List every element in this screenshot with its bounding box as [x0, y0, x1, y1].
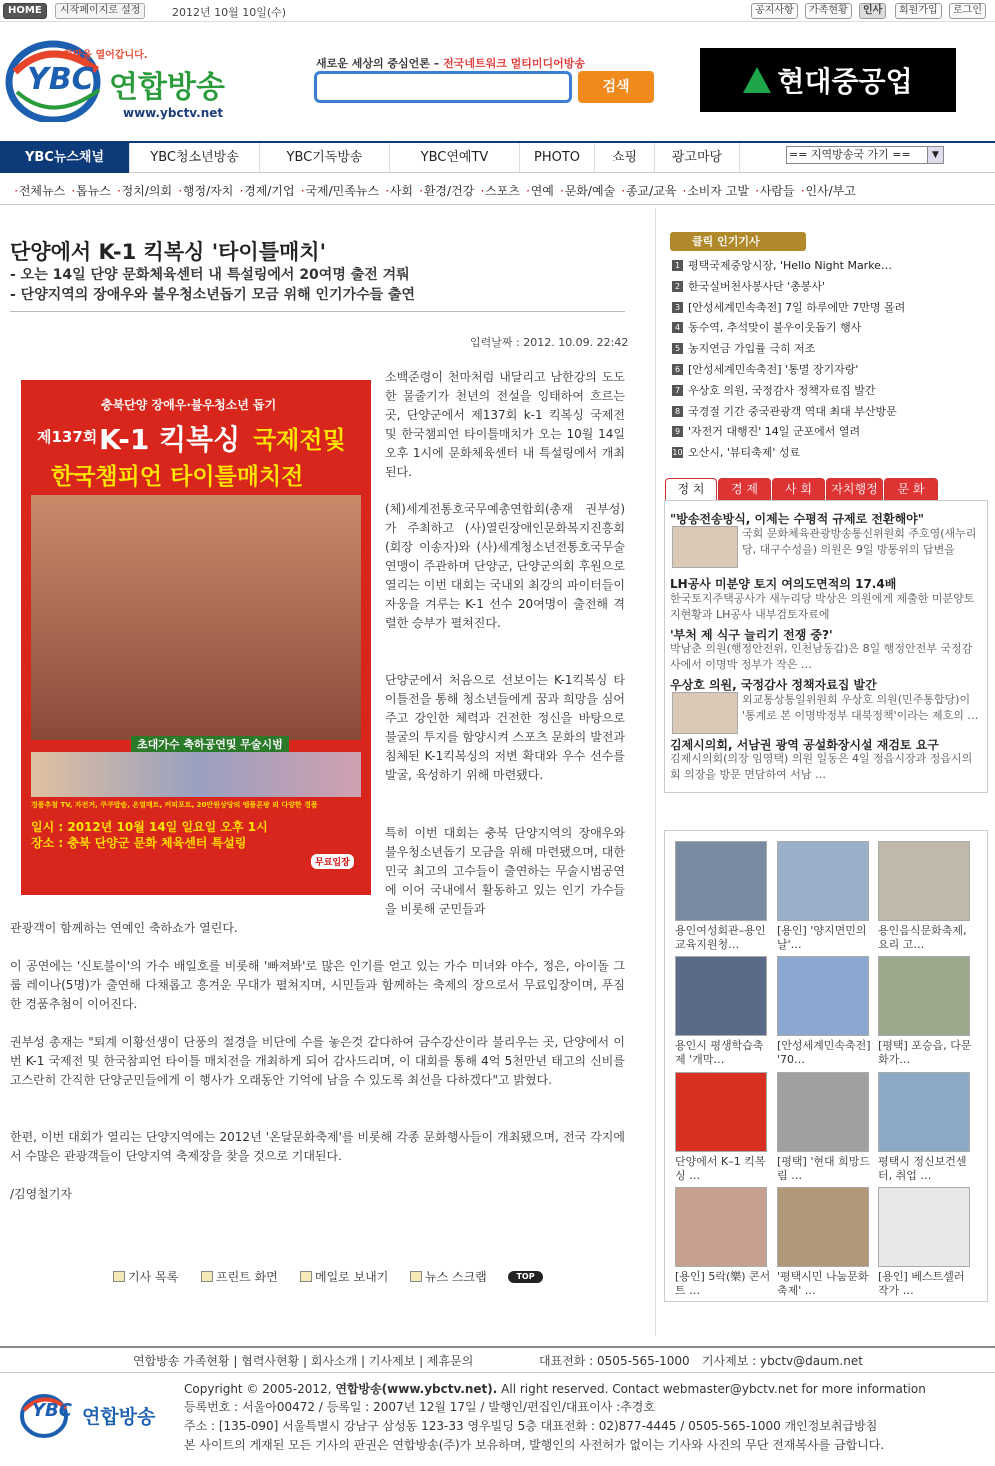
subnav-item[interactable]: ·인사/부고	[800, 184, 856, 198]
article-date: 입력날짜 : 2012. 10.09. 22:42	[470, 336, 629, 349]
tab-news-title[interactable]: 김제시의회, 서남권 광역 공설화장시설 재검토 요구	[670, 738, 939, 752]
fighters-photo	[31, 495, 361, 740]
bullet-icon: ·	[385, 184, 389, 198]
rank-badge: 3	[672, 302, 683, 313]
subnav-item[interactable]: ·전체뉴스	[14, 184, 66, 198]
rank-badge: 10	[672, 448, 683, 458]
poster-round: 제137회	[37, 428, 98, 446]
greeting-link[interactable]: 인사	[859, 3, 886, 19]
tab-1[interactable]: 경 제	[718, 478, 771, 500]
login-link[interactable]: 로그인	[949, 3, 986, 19]
tab-news-text: 김제시의회(의장 임영택) 의원 일동은 4일 정읍시장과 정읍시의회 의장을 방문 면담하여 서남 …	[670, 752, 973, 781]
nav-ads[interactable]: 광고마당	[655, 143, 740, 173]
popular-item[interactable]: 5 농지연금 가입률 극히 저조	[672, 340, 815, 356]
nav-youth[interactable]: YBC청소년방송	[130, 143, 260, 173]
article-subtitle-1: - 오는 14일 단양 문화체육센터 내 특설링에서 20여명 출전 겨뤄	[10, 267, 410, 283]
politician-photo	[672, 526, 738, 568]
bullet-icon: ·	[116, 184, 121, 198]
popular-item[interactable]: 2 한국실버천사봉사단 '총봉사'	[672, 278, 825, 294]
tab-3[interactable]: 자치행정	[826, 478, 883, 500]
gallery-thumbnail[interactable]	[878, 956, 970, 1036]
signup-link[interactable]: 회원가입	[895, 3, 942, 19]
article-paragraph: 관광객이 함께하는 연예인 축하쇼가 열린다.	[10, 921, 238, 935]
nav-shopping[interactable]: 쇼핑	[595, 143, 655, 173]
mail-icon	[300, 1271, 312, 1282]
footer-logo-mark: YBC	[32, 1400, 72, 1421]
popular-item[interactable]: 9 '자전거 대행진' 14일 군포에서 열려	[672, 423, 860, 439]
bullet-icon: ·	[800, 184, 805, 198]
poster-where: 장소 : 충북 단양군 문화 체육센터 특설링	[31, 836, 247, 850]
tab-4[interactable]: 문 화	[884, 478, 938, 500]
article-paragraph: 한편, 이번 대회가 열리는 단양지역에는 2012년 '온달문화축제'를 비롯해 각종 문화행사들이 개최됐으며, 전국 각지에서 수많은 관광객들이 단양지역 축제장을 찾을 것으로 기대된다.	[10, 1130, 625, 1163]
subnav-item[interactable]: ·국제/민족뉴스	[300, 184, 379, 198]
footer-logo-brand: 연합방송	[82, 1406, 156, 1428]
subnav-item[interactable]: ·소비자 고발	[682, 184, 749, 198]
popular-item[interactable]: 3 [안성세계민속축전] 7일 하루에만 7만명 몰려	[672, 299, 905, 315]
gallery-caption[interactable]: [용인] 베스트셀러 작가 …	[878, 1270, 965, 1297]
scrap-button[interactable]: 뉴스 스크랩	[410, 1268, 487, 1285]
rank-badge: 1	[672, 260, 683, 271]
home-button[interactable]: HOME	[3, 3, 47, 19]
registration: 등록번호 : 서울아00472 / 등록일 : 2007년 12월 17일 / 발행인/편집인/대표이사 :추경호	[184, 1400, 655, 1414]
rank-badge: 5	[672, 343, 683, 354]
gallery-thumbnail[interactable]	[675, 956, 767, 1036]
bullet-icon: ·	[71, 184, 76, 198]
subnav-item[interactable]: ·행정/자치	[178, 184, 234, 198]
gallery-thumbnail[interactable]	[878, 1072, 970, 1152]
logo-brand: 연합방송	[109, 70, 225, 105]
copyright-notice: 본 사이트의 게재된 모든 기사의 판권은 연합방송(주)가 보유하며, 발행인의 사전허가 없이는 기사와 사진의 무단 전재복사를 금합니다.	[184, 1438, 885, 1452]
tab-2[interactable]: 사 회	[772, 478, 825, 500]
nav-entertainment[interactable]: YBC연예TV	[390, 143, 520, 173]
rank-badge: 9	[672, 426, 683, 437]
address: 주소 : [135-090] 서울특별시 강남구 삼성동 123-33 영우빌딩 5층 대표전화 : 02)877-4445 / 0505-565-1000 개인정보취급방침	[184, 1419, 878, 1433]
footer-report: 기사제보 : ybctv@daum.net	[702, 1354, 863, 1368]
gallery-caption[interactable]: 단양에서 K–1 킥복싱 …	[675, 1155, 766, 1182]
popular-header: 클릭 인기기사	[670, 232, 806, 251]
nav-christian[interactable]: YBC기독방송	[260, 143, 390, 173]
rank-badge: 7	[672, 385, 683, 396]
event-poster-image	[21, 380, 371, 895]
triangle-logo-icon	[743, 67, 771, 93]
chevron-down-icon: ▼	[927, 147, 943, 163]
tab-news-text: 외교통상통일위원회 우상호 의원(민주통합당)이 '통계로 본 이명박정부 대북정책'이라는 제호의 …	[742, 693, 979, 722]
popular-item[interactable]: 7 우상호 의원, 국정감사 정책자료집 발간	[672, 382, 876, 398]
article-subtitle-2: - 단양지역의 장애우와 불우청소년돕기 모금 위해 인기가수들 출연	[10, 287, 416, 303]
popular-item[interactable]: 8 국경절 기간 중국관광객 역대 최대 부산방문	[672, 403, 897, 419]
divider	[0, 1346, 995, 1348]
logo-slogan: 희망을 열어갑니다.	[63, 50, 148, 61]
article-title: 단양에서 K-1 킥복싱 '타이틀매치'	[10, 240, 326, 264]
region-select-value: == 지역방송국 가기 ==	[789, 148, 911, 161]
tab-0[interactable]: 정 치	[665, 478, 717, 500]
footer-logo	[20, 1390, 170, 1440]
poster-free-badge: 무료입장	[311, 854, 354, 869]
rank-badge: 6	[672, 364, 683, 375]
gallery-thumbnail[interactable]	[777, 841, 869, 921]
divider	[0, 1372, 995, 1373]
search-label: 새로운 세상의 중심언론 – 전국네트워크 멀티미디어방송	[316, 57, 586, 70]
poster-headline-2: 국제전및	[253, 426, 346, 454]
bullet-icon: ·	[682, 184, 687, 198]
bullet-icon: ·	[480, 184, 485, 198]
article-paragraph: 소백준령이 천마처럼 내달리고 남한강의 도도한 물줄기가 천년의 전설을 잉태하여 흐르는 곳, 단양군에서 제137회 k-1 킥복싱 국제전 및 한국챔피언 타이틀매치가 오는 10월 14일 오후 1시에 문화체육센터 내 특설링에서 개최된다.	[385, 370, 625, 479]
gallery-caption[interactable]: 용인여성회관–용인교육지원청…	[675, 924, 766, 951]
tab-news-title[interactable]: 우상호 의원, 국정감사 정책자료집 발간	[670, 678, 877, 692]
gallery-caption[interactable]: 용인음식문화축제, 요리 고…	[878, 924, 967, 951]
subnav-item[interactable]: ·연예	[525, 184, 554, 198]
article-paragraph: 이 공연에는 '신토불이'의 가수 배일호를 비롯해 '빠져봐'로 많은 인기를 얻고 있는 가수 미녀와 야수, 정은, 아이돌 그룹 레이나(5명)가 출연해 다채롭고 흥겨운 무대가 펼쳐지며, 시민들과 함께하는 축제의 장으로서 무료입장이며, 푸짐한 경품추첨이 이어진다.	[10, 959, 625, 1011]
gallery-caption[interactable]: [평택] '현대 희망드림 …	[777, 1155, 870, 1182]
poster-headline-3: 한국챔피언 타이틀매치전	[51, 464, 304, 490]
region-select[interactable]	[786, 146, 944, 164]
performers-photo	[31, 752, 361, 797]
hyundai-ad-banner[interactable]	[700, 48, 956, 112]
bullet-icon: ·	[755, 184, 759, 198]
article-paragraph: (체)세계전통호국무예총연합회(총재 권부성)가 주최하고 (사)열린장애인문화복지진흥회(회장 이송자)와 (사)세계청소년전통호국무술연맹이 주관하며 단양군, 단양군의회 후원으로 열리는 이번 대회는 국내외 최강의 파이터들이 자웅을 겨루는 K-1 선수 20여명이 출전해 격렬한 승부가 펼쳐진다.	[385, 502, 625, 630]
rank-badge: 2	[672, 281, 683, 292]
scrap-icon	[410, 1271, 422, 1282]
subnav-item[interactable]: ·톱뉴스	[71, 184, 111, 198]
tab-news-text: 국회 문화체육관광방송통신위원회 주호영(새누리당, 대구수성을) 의원은 9일 방통위의 답변을	[742, 527, 977, 556]
subnav-item[interactable]: ·스포츠	[480, 184, 520, 198]
footer-phone: 대표전화 : 0505-565-1000	[539, 1354, 690, 1368]
gallery-caption[interactable]: [용인] 5락(樂) 콘서트 …	[675, 1270, 771, 1297]
gallery-thumbnail[interactable]	[675, 841, 767, 921]
bullet-icon: ·	[419, 184, 423, 198]
bullet-icon: ·	[621, 184, 625, 198]
search-input[interactable]	[314, 71, 572, 103]
subnav-item[interactable]: ·경제/기업	[239, 184, 295, 198]
logo-url: www.ybctv.net	[123, 106, 224, 120]
rank-badge: 4	[672, 322, 683, 333]
popular-item[interactable]: 10 오산시, '뷰티축제' 성료	[672, 446, 801, 460]
logo-mark: YBC	[27, 62, 94, 97]
poster-guest: 초대가수 축하공연및 무술시범	[131, 736, 289, 752]
tab-news-title[interactable]: LH공사 미분양 토지 여의도면적의 17.4배	[670, 577, 897, 591]
notice-link[interactable]: 공지사항	[751, 3, 798, 19]
gallery-thumbnail[interactable]	[878, 841, 970, 921]
search-button[interactable]: 검색	[578, 71, 654, 103]
gallery-thumbnail[interactable]	[777, 1187, 869, 1267]
sub-nav	[0, 177, 995, 205]
article-paragraph: 특히 이번 대회는 충북 단양지역의 장애우와 불우청소년돕기 모금을 위해 마련됐으며, 대한민국 최고의 고수들이 출연하는 무술시범공연에 이어 국내에서 활동하고 있는 인기 가수들을 비롯해 군민들과	[385, 826, 625, 916]
article-list-button[interactable]: 기사 목록	[113, 1268, 178, 1285]
poster-prizes: 경품추첨 TV, 자전거, 쿠쿠밥솥, 온열매트, 커피포트, 20만원상당의 엠플론팡 외 다양한 경품	[31, 801, 318, 809]
top-button[interactable]: TOP	[508, 1271, 543, 1283]
set-start-page-button[interactable]: 시작페이지로 설정	[55, 3, 145, 19]
tab-news-title[interactable]: '부처 제 식구 늘리기 전쟁 중?'	[670, 628, 833, 642]
subnav-item[interactable]: ·문화/예술	[559, 184, 616, 198]
article-paragraph: 권부성 총재는 "퇴계 이황선생이 단풍의 절경을 비단에 수를 놓은것 같다하여 금수강산이라 불리우는 곳, 단양에서 이번 K-1 국제전 및 한국참피언 타이틀 매치전을 개최하게 되어 감사드리며, 이 대회를 통해 4억 5천만년 태고의 신비를 고스란히 간직한 단양군민들에게 이 행사가 오래동안 기억에 남을 수 있도록 최선을 다하겠다"고 밝혔다.	[10, 1035, 625, 1087]
tab-news-text: 박남춘 의원(행정안전위, 인천남동갑)은 8일 행정안전부 국정감사에서 이명박 정부가 작은 …	[670, 642, 973, 671]
subnav-item[interactable]: ·사회	[385, 184, 414, 198]
gallery-thumbnail[interactable]	[675, 1187, 767, 1267]
subnav-item[interactable]: ·환경/건강	[419, 184, 475, 198]
gallery-thumbnail[interactable]	[777, 956, 869, 1036]
email-button[interactable]: 메일로 보내기	[300, 1268, 388, 1285]
gallery-thumbnail[interactable]	[777, 1072, 869, 1152]
gallery-caption[interactable]: 평택시 정신보건센터, 취업 …	[878, 1155, 967, 1182]
popular-item[interactable]: 4 동수역, 추석맞이 불우이웃돕기 행사	[672, 319, 861, 335]
gallery-caption[interactable]: [평택] 포승읍, 다문화가…	[878, 1039, 972, 1066]
footer-links[interactable]: 연합방송 가족현황 | 협력사현황 | 회사소개 | 기사제보 | 제휴문의	[133, 1354, 474, 1368]
banner-text: 현대중공업	[777, 65, 913, 98]
bullet-icon: ·	[14, 184, 18, 198]
poster-when: 일시 : 2012년 10월 14일 일요일 오후 1시	[31, 820, 268, 834]
article-paragraph: 단양군에서 처음으로 선보이는 K-1킥복싱 타이틀전을 통해 청소년들에게 꿈과 희망을 심어주고 강인한 체력과 건전한 정신을 바탕으로 불굴의 투지를 함양시켜 스포츠 문화의 발전과 침체된 K-1킥복싱의 저변 확대와 우수 선수를 발굴, 육성하기 위해 마련됐다.	[385, 673, 625, 782]
bullet-icon: ·	[178, 184, 182, 198]
gallery-caption[interactable]: 용인시 평생학습축제 '개막…	[675, 1039, 764, 1066]
divider	[10, 311, 625, 312]
nav-photo[interactable]: PHOTO	[520, 143, 595, 173]
rank-badge: 8	[672, 406, 683, 417]
site-logo[interactable]	[5, 32, 275, 122]
folder-icon	[113, 1271, 125, 1282]
bullet-icon: ·	[239, 184, 244, 198]
nav-news-channel[interactable]: YBC뉴스채널	[0, 143, 130, 173]
poster-top: 충북단양 장애우·불우청소년 돕기	[101, 398, 277, 412]
poster-headline: K-1 킥복싱	[99, 423, 241, 456]
gallery-caption[interactable]: [안성세계민속축전] '70…	[777, 1039, 871, 1066]
bullet-icon: ·	[559, 184, 564, 198]
tab-news-title[interactable]: "방송전송방식, 이제는 수평적 규제로 전환해야"	[670, 512, 925, 526]
popular-item[interactable]: 1 평택국제중앙시장, 'Hello Night Marke…	[672, 257, 892, 273]
byline: /김영철기자	[10, 1187, 73, 1201]
gallery-caption[interactable]: '평택시민 나눔문화축제' …	[777, 1270, 869, 1297]
top-utility-bar	[0, 0, 995, 22]
copyright: Copyright © 2005-2012, 연합방송(www.ybctv.net). All right reserved. Contact webmaster@ybctv.net for more information	[184, 1382, 926, 1396]
popular-item[interactable]: 6 [안성세계민속축전] '통멸 장기자랑'	[672, 361, 858, 377]
subnav-item[interactable]: ·정치/의회	[116, 184, 173, 198]
print-button[interactable]: 프린트 화면	[201, 1268, 278, 1285]
bullet-icon: ·	[300, 184, 305, 198]
politician-photo	[672, 692, 738, 734]
gallery-thumbnail[interactable]	[675, 1072, 767, 1152]
current-date: 2012년 10월 10일(수)	[172, 6, 287, 19]
gallery-caption[interactable]: [용인] '양지면민의 날'…	[777, 924, 867, 951]
tab-news-text: 한국토지주택공사가 새누리당 박상은 의원에게 제출한 미분양토지현황과 LH공사 내부검토자료에	[670, 592, 975, 621]
printer-icon	[201, 1271, 213, 1282]
subnav-item[interactable]: ·종교/교육	[621, 184, 677, 198]
gallery-thumbnail[interactable]	[878, 1187, 970, 1267]
bullet-icon: ·	[525, 184, 530, 198]
subnav-item[interactable]: ·사람들	[755, 184, 795, 198]
family-status-link[interactable]: 가족현황	[805, 3, 852, 19]
divider	[655, 208, 656, 1336]
